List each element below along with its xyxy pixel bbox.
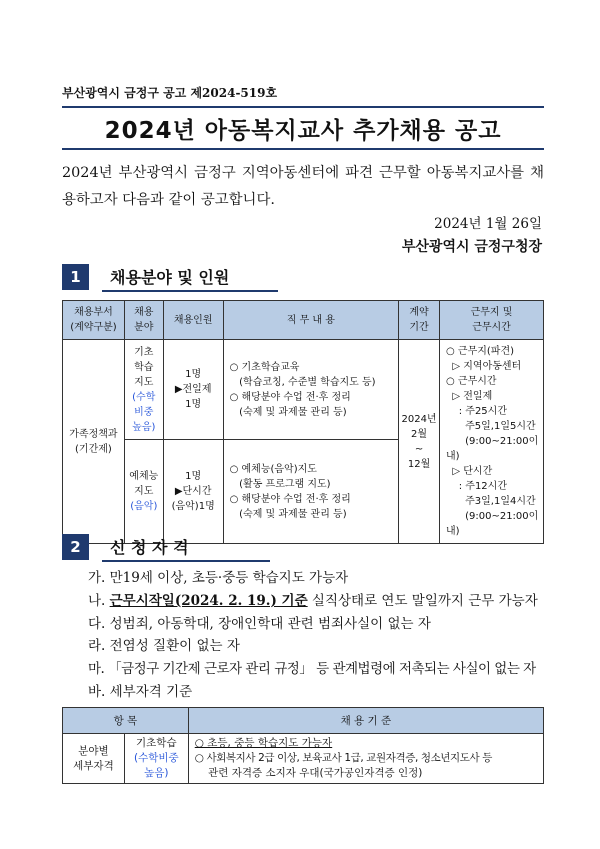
list-item: 나. 근무시작일(2024. 2. 19.) 기준 실직상태로 연도 말일까지 근무 가능자 [88,592,538,609]
qualification-list [88,567,538,704]
list-item: 바. 세부자격 기준 [88,683,193,700]
header-field: 채용 분야 [124,301,163,340]
section-2-number: 2 [62,534,89,560]
title-bottom-rule [62,148,544,150]
count-cell-arts: 1명 ▶단시간 (음악)1명 [163,440,223,544]
field-cell-arts: 예체능 지도 (음악) [124,440,163,544]
list-item: 가. 만19세 이상, 초등·중등 학습지도 가능자 [88,570,349,586]
page-title: 2024년 아동복지교사 추가채용 공고 [104,118,502,144]
header-period: 계약 기간 [399,301,440,340]
section-2-label: 신 청 자 격 [110,538,189,557]
start-date-highlight: 근무시작일(2024. 2. 19.) 기준 [109,592,308,609]
notice-number: 부산광역시 금정구 공고 제2024-519호 [62,86,278,100]
section-2-underline [102,560,270,562]
list-item: 라. 전염성 질환이 없는 자 [88,638,240,655]
header-count: 채용인원 [163,301,223,340]
header-duty: 직 무 내 용 [223,301,398,340]
title-top-rule [62,106,544,108]
dept-cell: 가족정책과 (기간제) [63,340,125,544]
criteria-details: ○ 초등, 중등 학습지도 가능자 ○ 사회복지사 2급 이상, 보육교사 1급, 교원자격증, 청소년지도사 등 관련 자격증 소지자 우대(국가공인자격증 인정) [188,734,543,784]
list-item: 마. 「금정구 기간제 근로자 관리 규정」 등 관계법령에 저촉되는 사실이 없는 자 [88,661,536,678]
criteria-header-item: 항 목 [63,708,189,734]
header-dept: 채용부서 (계약구분) [63,301,125,340]
section-1-label: 채용분야 및 인원 [110,268,230,287]
recruitment-table [62,300,544,544]
period-cell: 2024년 2월 ~ 12월 [399,340,440,544]
signer: 부산광역시 금정구청장 [401,239,542,255]
count-cell-basic: 1명 ▶전일제 1명 [163,340,223,440]
intro-paragraph: 2024년 부산광역시 금정구 지역아동센터에 파견 근무할 아동복지교사를 채용하고자 다음과 같이 공고합니다. [62,165,544,208]
list-item: 다. 성범죄, 아동학대, 장애인학대 관련 범죄사실이 없는 자 [88,615,431,632]
section-1-number: 1 [62,264,89,290]
duty-cell-arts: ○ 예체능(음악)지도 (활동 프로그램 지도) ○ 해당분야 수업 전·후 정리 (숙제 및 과제물 관리 등) [223,440,398,544]
duty-cell-basic: ○ 기초학습교육 (학습코칭, 수준별 학습지도 등) ○ 해당분야 수업 전·후 정리 (숙제 및 과제물 관리 등) [223,340,398,440]
criteria-category: 분야별 세부자격 [63,734,125,784]
field-cell-basic: 기초 학습 지도 (수학 비중 높음) [124,340,163,440]
place-cell: ○ 근무지(파견) ▷ 지역아동센터 ○ 근무시간 ▷ 전일제 : 주25시간 주5일,1일5시간 (9:00~21:00이내) ▷ 단시간 : 주12시간 주3일,1일4시간 (9:00~21:00이내) [440,340,544,544]
criteria-subfield: 기초학습 (수학비중 높음) [124,734,188,784]
notice-date: 2024년 1월 26일 [434,216,542,232]
section-1-underline [102,290,278,292]
criteria-header-criteria: 채 용 기 준 [188,708,543,734]
criteria-table [62,707,544,784]
header-place: 근무지 및 근무시간 [440,301,544,340]
